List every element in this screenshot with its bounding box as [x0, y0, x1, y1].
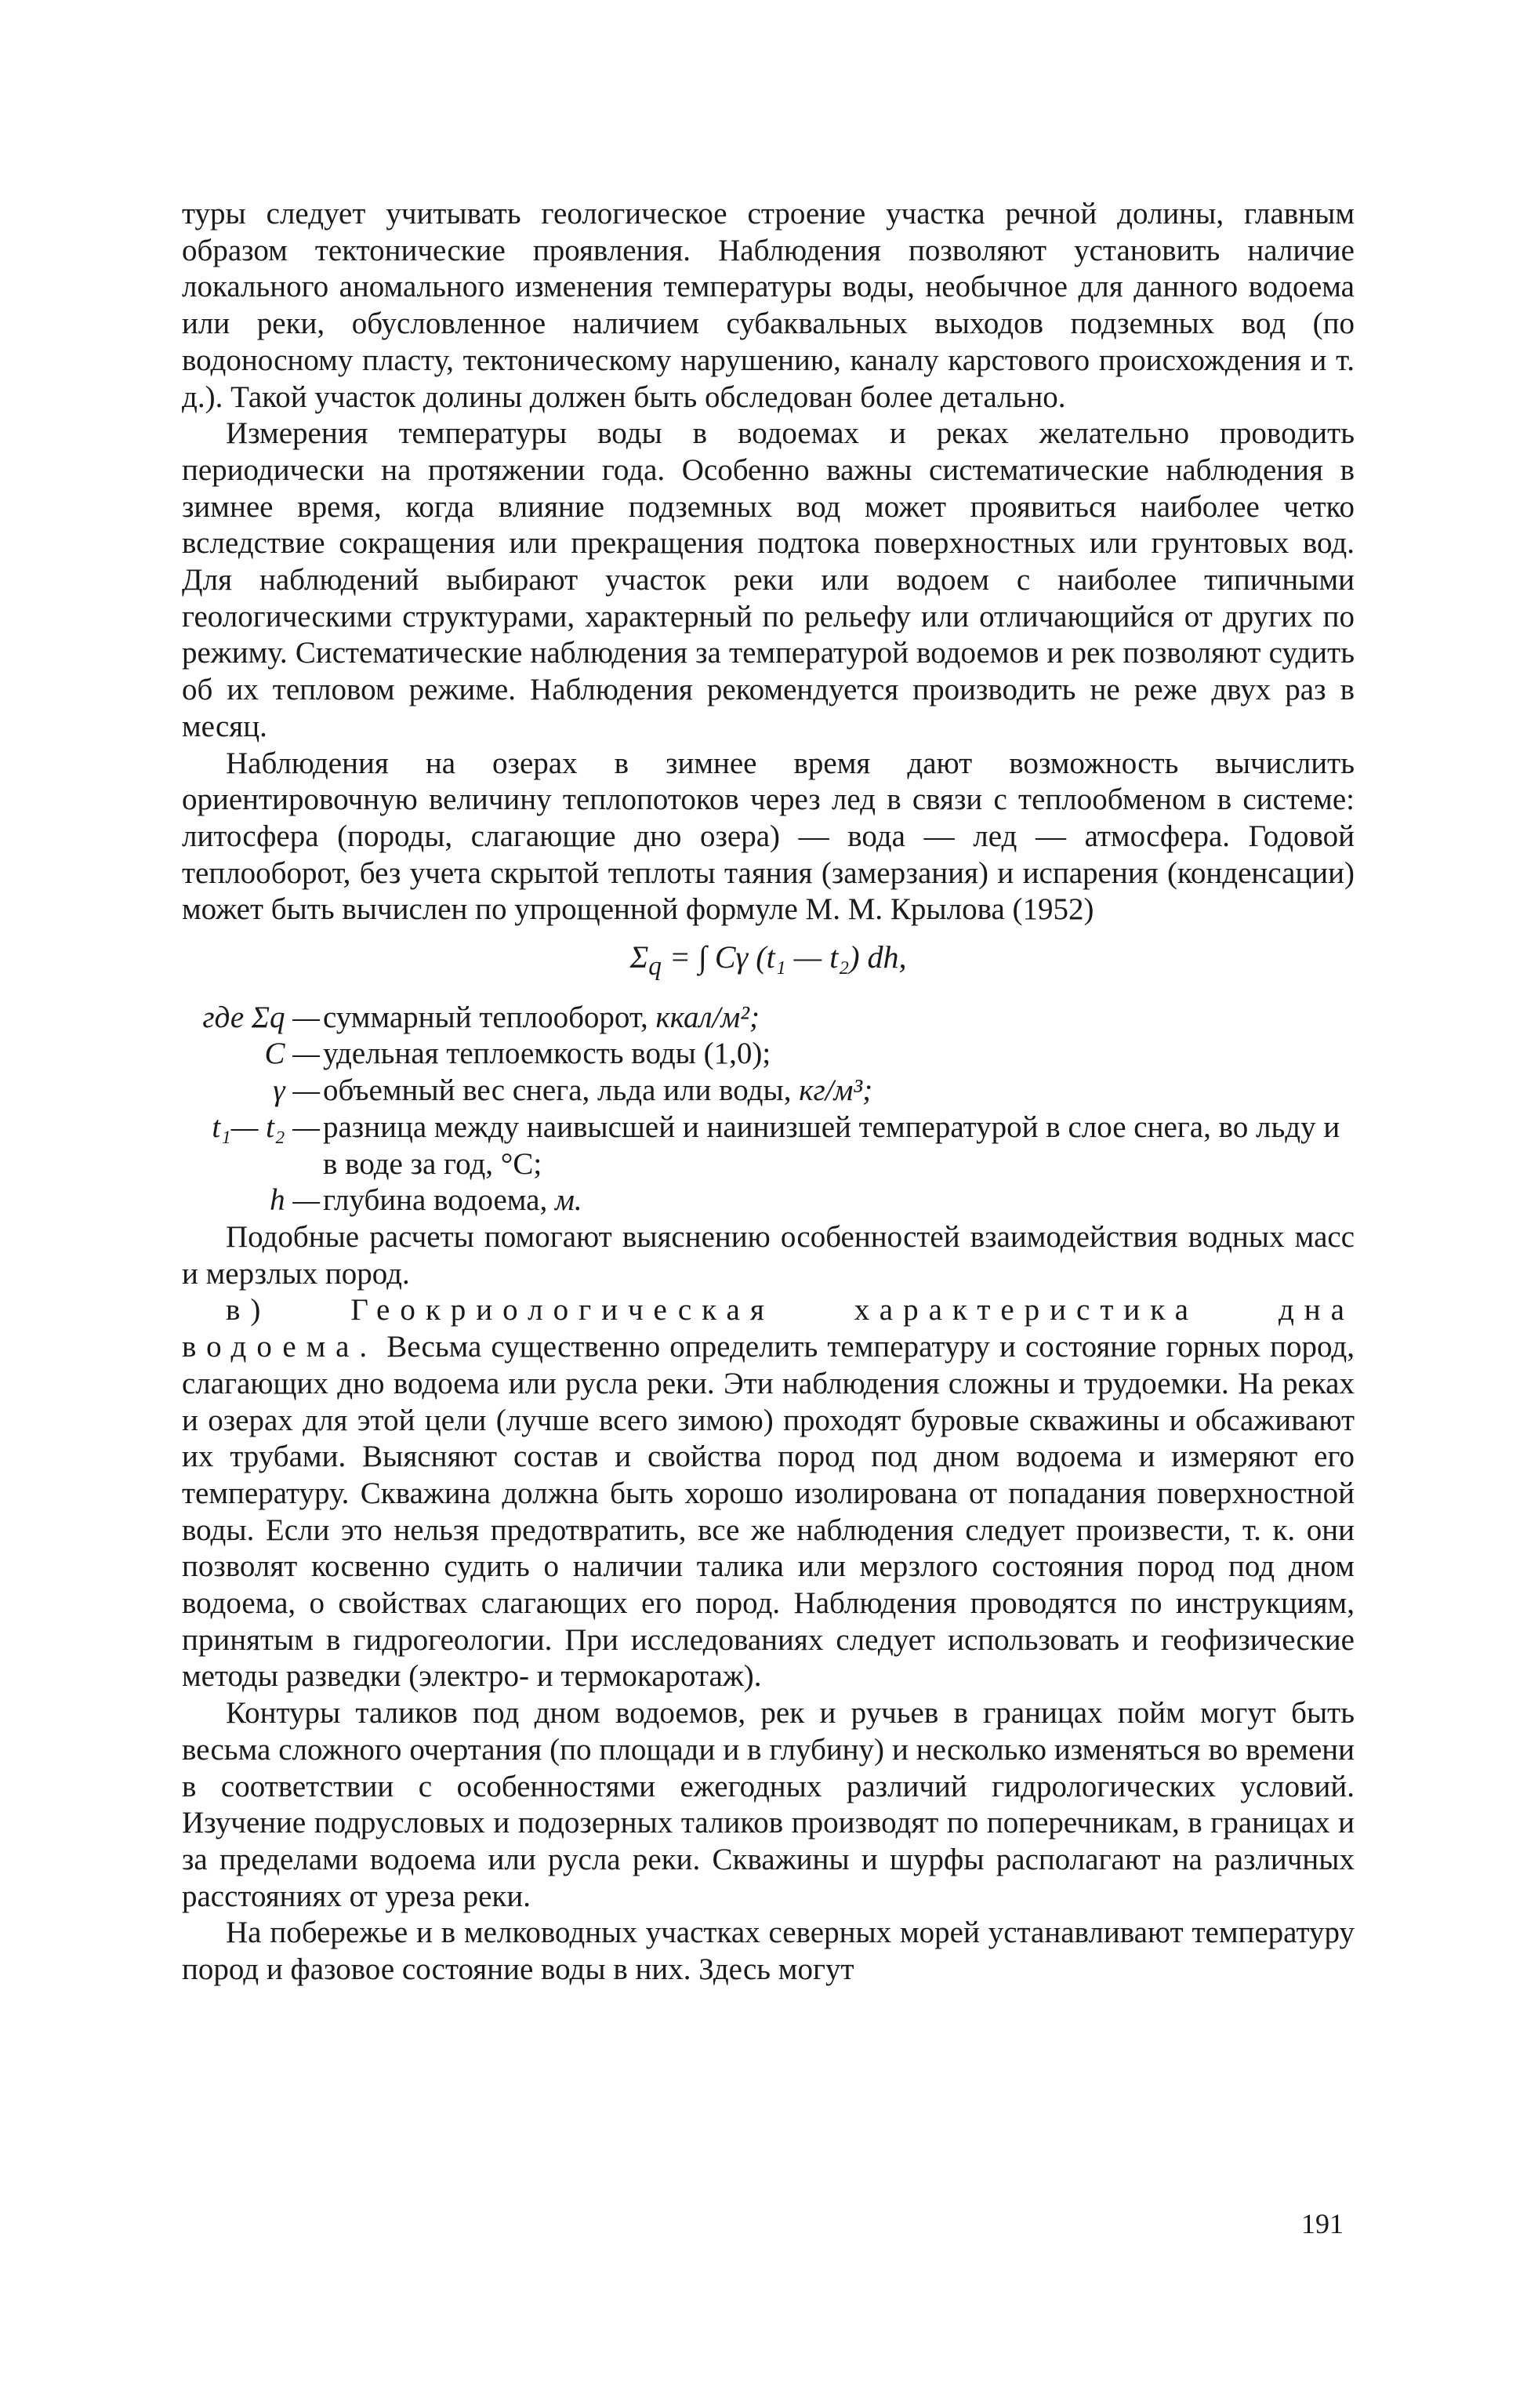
definition-text [320, 1036, 1355, 1073]
definition-symbol: C — [264, 1037, 320, 1071]
definition-unit: кг/м³; [799, 1073, 873, 1108]
definition-text [320, 1073, 1355, 1110]
page-body [182, 196, 1355, 1989]
definition-symbol: где Σq — [202, 1000, 320, 1034]
definition-unit: м. [555, 1183, 582, 1218]
heat-exchange-formula [182, 939, 1355, 986]
formula-rhs: = ∫ Cγ (t₁ — t₂) dh, [661, 939, 907, 975]
definition-row [182, 1110, 1355, 1182]
definition-description: разница между наивысшей и наинизшей температурой в слое снега, во льду и в воде за год, °С; [323, 1110, 1340, 1181]
definition-text [320, 1110, 1355, 1182]
section-heading: в) Геокриологическая характеристика дна водоема. [182, 1293, 1355, 1364]
paragraph-temperature-measurements: Измерения температуры воды в водоемах и реках желательно проводить периодически на протяжении года. Особенно важны систематические наблюдения в зимнее время, когда влияние подземных вод может проявиться наиболее четко вследствие сокращения или прекращения подтока поверхностных или грунтовых вод. Для наблюдений выбирают участок реки или водоем с наиболее типичными геологическими структурами, характерный по рельефу или отличающийся от других по режиму. Систематические наблюдения за температурой водоемов и рек позволяют судить об их тепловом режиме. Наблюдения рекомендуется производить не реже двух раз в месяц. [182, 416, 1355, 743]
formula-lhs: Σ [629, 939, 649, 975]
definition-symbol: γ — [273, 1073, 320, 1108]
definition-row [182, 1073, 1355, 1110]
paragraph-talik-contours: Контуры таликов под дном водоемов, рек и ручьев в границах пойм могут быть весьма сложного очертания (по площади и в глубину) и несколько изменяться во времени в соответствии с особенностями ежегодных различий гидрологических условий. Изучение подрусловых и подозерных таликов производят по поперечникам, в границах и за пределами водоема или русла реки. Скважины и шурфы располагают на различных расстояниях от уреза реки. [182, 1696, 1355, 1913]
definition-symbol: h — [270, 1183, 320, 1218]
definition-description: глубина водоема, [323, 1183, 555, 1218]
section-body: Весьма существенно определить температуру и состояние горных пород, слагающих дно водоема или русла реки. Эти наблюдения сложны и трудоемки. На реках и озерах для этой цели (лучше всего зимою) проходят буровые скважины и обсаживают их трубами. Выясняют состав и свойства пород под дном водоема и измеряют его температуру. Скважина должна быть хорошо изолирована от попадания поверхностной воды. Если это нельзя предотвратить, все же наблюдения следует произвести, т. к. они позволят косвенно судить о наличии талика или мерзлого состояния пород под дном водоема, о свойствах слагающих его пород. Наблюдения проводятся по инструкциям, принятым в гидрогеологии. При исследованиях следует использовать и геофизические методы разведки (электро- и термокаротаж). [182, 1330, 1355, 1694]
definition-symbol: t₁— t₂ — [212, 1110, 320, 1144]
definition-text [320, 1000, 1355, 1037]
definition-row [182, 1182, 1355, 1219]
definition-row [182, 1036, 1355, 1073]
paragraph-northern-seas: На побережье и в мелководных участках северных морей устанавливают температуру пород и фазовое состояние воды в них. Здесь могут [182, 1916, 1355, 1987]
page-number: 191 [1301, 2208, 1344, 2239]
paragraph-geocryological-section [182, 1292, 1355, 1695]
paragraph-continuation: туры следует учитывать геологическое строение участка речной долины, главным образом тектонические проявления. Наблюдения позволяют установить наличие локального аномального изменения температуры воды, необычное для данного водоема или реки, обусловленное наличием субаквальных выходов подземных вод (по водоносному пласту, тектоническому нарушению, каналу карстового происхождения и т. д.). Такой участок долины должен быть обследован более детально. [182, 197, 1355, 414]
definition-text [320, 1182, 1355, 1219]
formula-lhs-subscript: q [648, 952, 662, 982]
paragraph-lake-observations: Наблюдения на озерах в зимнее время дают возможность вычислить ориентировочную величину теплопотоков через лед в связи с теплообменом в системе: литосфера (породы, слагающие дно озера) — вода — лед — атмосфера. Годовой теплооборот, без учета скрытой теплоты таяния (замерзания) и испарения (конденсации) может быть вычислен по упрощенной формуле М. М. Крылова (1952) [182, 746, 1355, 927]
definition-unit: ккал/м²; [655, 1000, 760, 1034]
paragraph-calculations: Подобные расчеты помогают выяснению особенностей взаимодействия водных масс и мерзлых пород. [182, 1219, 1355, 1291]
definition-row [182, 1000, 1355, 1037]
definition-description: удельная теплоемкость воды (1,0); [323, 1037, 771, 1071]
definition-description: суммарный теплооборот, [323, 1000, 656, 1034]
definition-description: объемный вес снега, льда или воды, [323, 1073, 800, 1108]
formula-definitions [182, 1000, 1355, 1219]
